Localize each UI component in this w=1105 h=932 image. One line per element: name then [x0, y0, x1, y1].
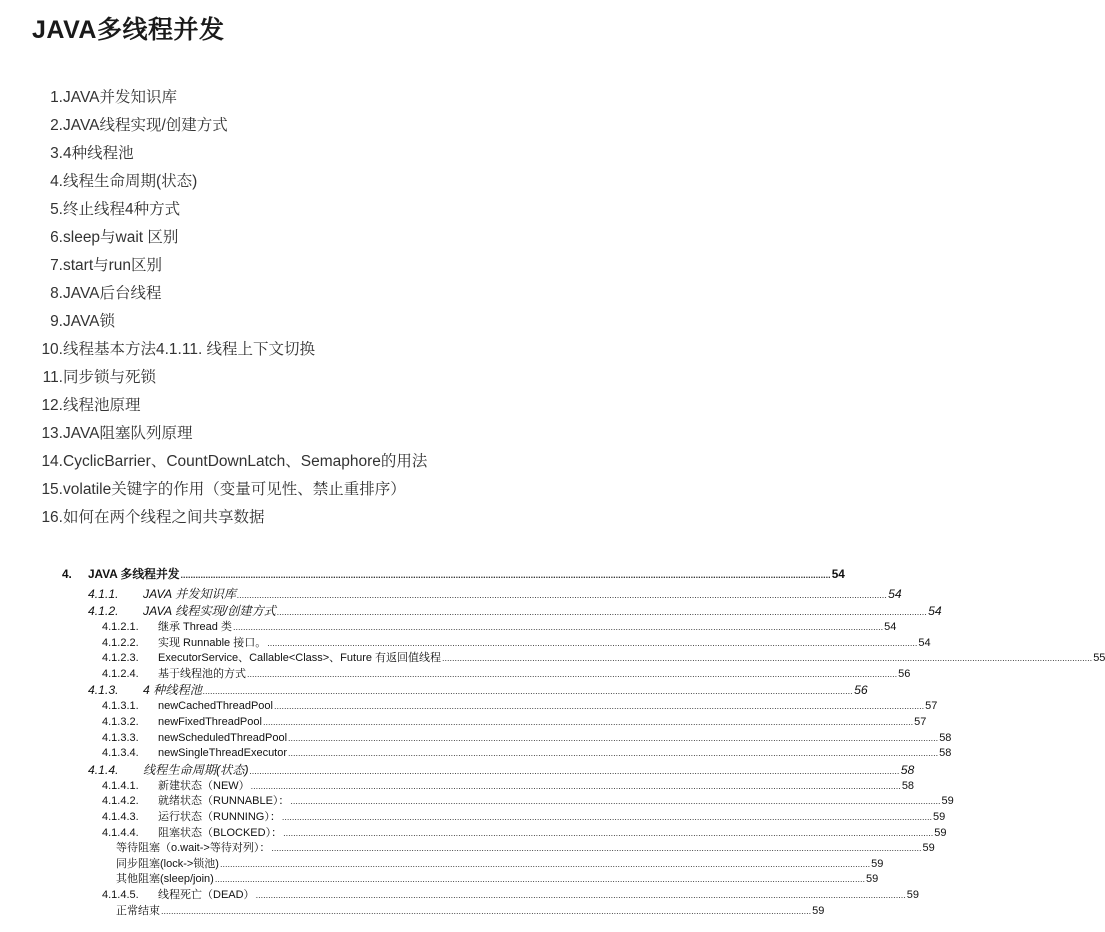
toc-entry-number: 4.1.2.1.: [102, 621, 139, 633]
toc-entry-number: 4.1.4.3.: [102, 810, 139, 823]
page-title: JAVA多线程并发: [32, 16, 225, 44]
toc-entry[interactable]: [62, 888, 919, 904]
list-item-text: 线程生命周期(状态): [63, 173, 198, 190]
toc-entry-page: 59: [871, 857, 884, 870]
toc-entry-title: ExecutorService、Callable<Class>、Future 有返回值线程: [158, 652, 442, 665]
topic-list: [32, 86, 672, 534]
toc-dot-leader: ....................................................................................................................................................................................................................................................................: [180, 570, 831, 580]
toc-entry[interactable]: [62, 810, 946, 826]
toc-dot-leader: ....................................................................................................................................................................................................................................................................: [237, 590, 888, 600]
toc-entry-number: 4.1.3.1.: [102, 700, 139, 713]
list-item-text: JAVA线程实现/创建方式: [63, 117, 228, 134]
list-item-number: 8.: [50, 285, 63, 302]
list-item-number: 1.: [50, 89, 63, 106]
toc-entry-title: 继承 Thread 类: [158, 621, 232, 633]
toc-entry[interactable]: [62, 857, 884, 873]
toc-entry-title: 同步阻塞(lock->锁池): [116, 857, 219, 870]
toc-dot-leader: ....................................................................................................................................................................................................................................................................: [262, 716, 914, 727]
toc-entry-title: newScheduledThreadPool: [158, 731, 288, 744]
list-item: [32, 394, 672, 422]
toc-entry[interactable]: [62, 731, 952, 747]
list-item-text: 线程池原理: [63, 397, 141, 414]
toc-entry-title: 运行状态（RUNNING）：: [158, 810, 281, 823]
list-item-number: 7.: [50, 257, 63, 274]
list-item: [32, 198, 672, 226]
toc-dot-leader: ....................................................................................................................................................................................................................................................................: [290, 796, 941, 807]
toc-entry[interactable]: [62, 566, 845, 583]
list-item-text: sleep与wait 区别: [63, 229, 179, 246]
toc-dot-leader: ....................................................................................................................................................................................................................................................................: [250, 780, 901, 791]
toc-entry[interactable]: [62, 746, 952, 762]
toc-dot-leader: ....................................................................................................................................................................................................................................................................: [288, 748, 939, 759]
toc-entry-page: 59: [932, 810, 946, 823]
toc-entry-page: 59: [922, 842, 935, 855]
toc-entry-page: 57: [925, 700, 938, 713]
list-item-text: JAVA并发知识库: [63, 89, 177, 106]
toc-entry-number: 4.1.3.2.: [102, 715, 139, 728]
toc-entry-number: 4.1.4.4.: [102, 826, 139, 839]
toc-dot-leader: ....................................................................................................................................................................................................................................................................: [288, 732, 939, 743]
toc-entry-number: 4.1.3.3.: [102, 731, 139, 744]
toc-entry-number: 4.1.4.1.: [102, 779, 139, 792]
toc-dot-leader: ....................................................................................................................................................................................................................................................................: [202, 686, 854, 697]
list-item-number: 2.: [50, 117, 63, 134]
list-item-number: 12.: [41, 397, 63, 414]
toc-entry-page: 54: [888, 587, 902, 601]
list-item: [32, 310, 672, 338]
toc-entry-title: 正常结束: [116, 904, 160, 917]
list-item-text: start与run区别: [63, 257, 163, 274]
list-item: [32, 450, 672, 478]
toc-dot-leader: ....................................................................................................................................................................................................................................................................: [281, 811, 932, 822]
list-item-text: JAVA阻塞队列原理: [63, 425, 193, 442]
table-of-contents: [62, 566, 1105, 919]
toc-dot-leader: ....................................................................................................................................................................................................................................................................: [271, 843, 922, 854]
toc-entry-title: JAVA 并发知识库: [143, 587, 237, 601]
list-item-number: 5.: [50, 201, 63, 218]
toc-entry-page: 54: [884, 621, 897, 633]
list-item: [32, 86, 672, 114]
list-item-text: JAVA后台线程: [63, 285, 162, 302]
toc-entry[interactable]: [62, 762, 915, 779]
list-item-number: 4.: [50, 173, 63, 190]
toc-entry-page: 54: [831, 567, 845, 581]
list-item-text: JAVA锁: [63, 313, 115, 330]
toc-entry-title: newCachedThreadPool: [158, 700, 273, 713]
toc-entry-page: 59: [865, 873, 879, 886]
toc-entry-title: 基于线程池的方式: [158, 667, 246, 680]
toc-entry-page: 54: [918, 636, 931, 649]
list-item: [32, 506, 672, 534]
toc-entry-number: 4.: [62, 567, 72, 581]
list-item: [32, 142, 672, 170]
list-item-number: 10.: [41, 341, 63, 358]
toc-entry-number: 4.1.3.4.: [102, 747, 139, 760]
toc-entry-title: 新建状态（NEW）: [158, 779, 250, 792]
list-item: [32, 478, 672, 506]
list-item-text: 终止线程4种方式: [63, 201, 181, 218]
list-item: [32, 114, 672, 142]
toc-entry[interactable]: [62, 794, 954, 810]
toc-entry-number: 4.1.2.4.: [102, 667, 139, 680]
toc-entry[interactable]: [62, 779, 915, 795]
list-item: [32, 422, 672, 450]
toc-dot-leader: ....................................................................................................................................................................................................................................................................: [255, 889, 906, 900]
toc-entry-title: newFixedThreadPool: [158, 715, 262, 728]
list-item-text: volatile关键字的作用（变量可见性、禁止重排序）: [63, 481, 406, 498]
list-item-number: 15.: [41, 481, 63, 498]
toc-dot-leader: ....................................................................................................................................................................................................................................................................: [232, 622, 884, 632]
toc-entry-title: 线程生命周期(状态): [143, 762, 249, 777]
toc-entry[interactable]: [62, 682, 868, 699]
list-item: [32, 254, 672, 282]
toc-entry-title: newSingleThreadExecutor: [158, 747, 288, 760]
toc-entry-page: 59: [934, 826, 947, 839]
list-item: [32, 170, 672, 198]
list-item-number: 16.: [41, 509, 63, 526]
toc-entry-page: 58: [900, 762, 915, 777]
toc-entry-number: 4.1.4.2.: [102, 795, 139, 808]
toc-dot-leader: ....................................................................................................................................................................................................................................................................: [247, 668, 898, 679]
toc-entry[interactable]: [62, 872, 879, 888]
toc-entry-number: 4.1.2.3.: [102, 652, 139, 665]
list-item-number: 13.: [41, 425, 63, 442]
toc-entry-title: 线程死亡（DEAD）: [158, 888, 255, 901]
toc-entry-number: 4.1.2.2.: [102, 636, 139, 649]
list-item-number: 14.: [41, 453, 63, 470]
toc-entry[interactable]: [62, 715, 927, 731]
toc-entry-title: JAVA 多线程并发: [88, 567, 180, 581]
list-item-text: 线程基本方法4.1.11. 线程上下文切换: [63, 341, 316, 358]
toc-entry-number: 4.1.3.: [88, 683, 119, 698]
list-item: [32, 366, 672, 394]
list-item-number: 9.: [50, 313, 63, 330]
toc-entry-page: 54: [928, 604, 942, 618]
toc-entry-title: 阻塞状态（BLOCKED）：: [158, 826, 283, 839]
toc-entry-page: 59: [941, 795, 954, 808]
toc-entry-page: 58: [939, 747, 952, 760]
toc-dot-leader: ....................................................................................................................................................................................................................................................................: [276, 607, 928, 617]
toc-entry[interactable]: [62, 586, 902, 603]
toc-entry[interactable]: [62, 699, 938, 715]
list-item-text: 如何在两个线程之间共享数据: [63, 509, 265, 526]
toc-entry-title: 就绪状态（RUNNABLE）：: [158, 795, 290, 808]
toc-entry-number: 4.1.2.: [88, 604, 119, 618]
toc-dot-leader: ....................................................................................................................................................................................................................................................................: [283, 827, 934, 838]
toc-dot-leader: ....................................................................................................................................................................................................................................................................: [273, 701, 925, 712]
toc-entry-title: 4 种线程池: [143, 683, 202, 698]
toc-entry[interactable]: [62, 651, 1105, 667]
toc-entry-title: 等待阻塞（o.wait->等待对列）：: [116, 842, 271, 855]
toc-entry-page: 57: [914, 715, 927, 728]
toc-entry[interactable]: [62, 620, 897, 636]
toc-entry[interactable]: [62, 667, 911, 683]
toc-dot-leader: ....................................................................................................................................................................................................................................................................: [214, 874, 865, 885]
list-item: [32, 226, 672, 254]
toc-entry-page: 59: [906, 888, 919, 901]
list-item-number: 3.: [50, 145, 63, 162]
toc-entry-page: 59: [812, 904, 825, 917]
list-item-text: 4种线程池: [63, 145, 134, 162]
toc-entry[interactable]: [62, 826, 947, 842]
toc-entry-title: 实现 Runnable 接口。: [158, 636, 267, 649]
toc-entry[interactable]: [62, 841, 935, 857]
toc-dot-leader: ....................................................................................................................................................................................................................................................................: [267, 637, 918, 648]
toc-entry-page: 56: [854, 683, 868, 698]
toc-dot-leader: ....................................................................................................................................................................................................................................................................: [249, 765, 900, 776]
list-item: [32, 338, 672, 366]
toc-dot-leader: ....................................................................................................................................................................................................................................................................: [161, 905, 812, 916]
list-item-text: 同步锁与死锁: [63, 369, 157, 386]
toc-entry-page: 56: [898, 667, 911, 680]
list-item-number: 6.: [50, 229, 63, 246]
toc-entry-page: 58: [901, 779, 915, 792]
toc-entry[interactable]: [62, 904, 825, 920]
toc-entry-page: 58: [939, 731, 952, 744]
list-item: [32, 282, 672, 310]
toc-entry-number: 4.1.4.5.: [102, 888, 139, 901]
toc-entry[interactable]: [62, 603, 942, 620]
toc-entry-page: 55: [1093, 652, 1105, 665]
toc-entry[interactable]: [62, 636, 931, 652]
list-item-text: CyclicBarrier、CountDownLatch、Semaphore的用法: [63, 453, 428, 470]
toc-entry-title: JAVA 线程实现/创建方式: [143, 604, 276, 618]
toc-entry-number: 4.1.4.: [88, 762, 119, 777]
toc-dot-leader: ....................................................................................................................................................................................................................................................................: [219, 858, 871, 869]
toc-dot-leader: ....................................................................................................................................................................................................................................................................: [442, 653, 1093, 664]
toc-entry-title: 其他阻塞(sleep/join): [116, 873, 214, 886]
toc-entry-number: 4.1.1.: [88, 587, 119, 601]
list-item-number: 11.: [42, 369, 63, 386]
